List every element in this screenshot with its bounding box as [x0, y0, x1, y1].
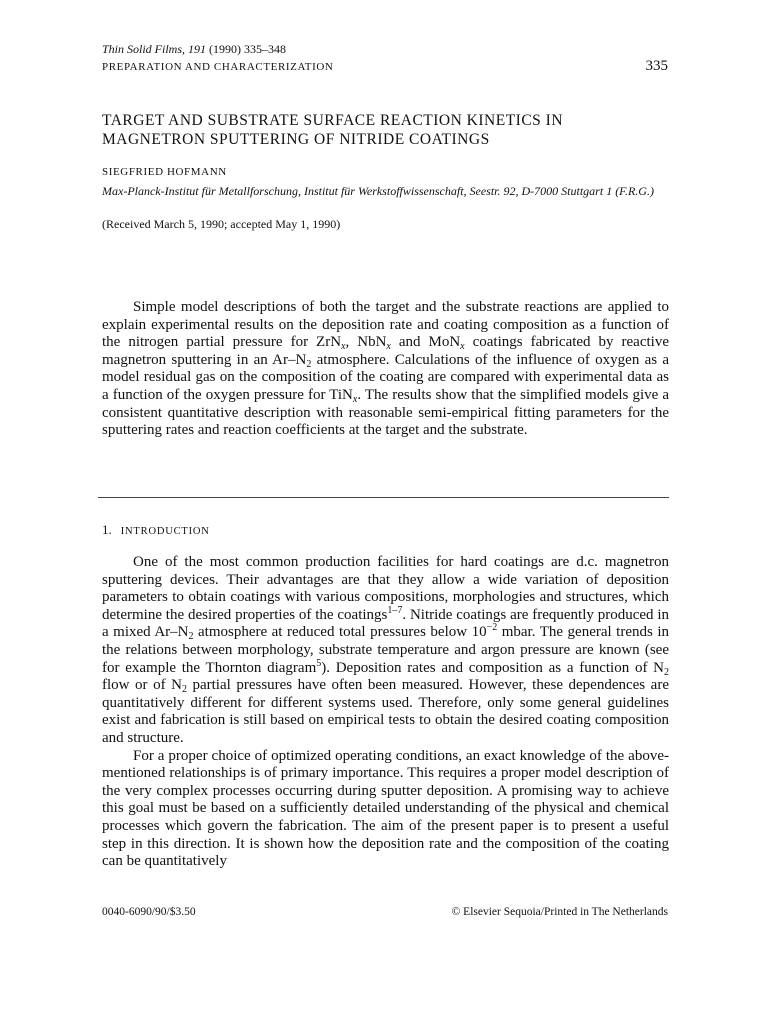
article-title [102, 111, 662, 149]
title-line-2: MAGNETRON SPUTTERING OF NITRIDE COATINGS [102, 131, 490, 148]
abstract-divider [98, 497, 669, 498]
introduction-body [102, 554, 669, 871]
section-title: INTRODUCTION [120, 526, 210, 537]
intro-paragraph-2: For a proper choice of optimized operating conditions, an exact knowledge of the above-mentioned relationships is of primary importance. This requires a proper model description of the very complex processes occurring during sputter deposition. A promising way to achieve this goal must be based on a sufficiently detailed understanding of the physical and chemical processes which govern the fabrication. The aim of the present paper is to present a useful step in this direction. It is shown how the deposition rate and the composition of the coating can be quantitatively [102, 747, 669, 870]
page-number: 335 [645, 58, 668, 74]
journal-citation [102, 42, 286, 57]
received-dates: (Received March 5, 1990; accepted May 1, 1990) [102, 217, 341, 231]
journal-name: Thin Solid Films, [102, 42, 186, 56]
section-label: PREPARATION AND CHARACTERIZATION [102, 61, 334, 73]
author-name: SIEGFRIED HOFMANN [102, 166, 227, 178]
author-affiliation: Max-Planck-Institut für Metallforschung, Institut für Werkstoffwissenschaft, Seestr. 92, D-7000 Stuttgart 1 (F.R.G.) [102, 184, 654, 198]
intro-paragraph-1: One of the most common production facilities for hard coatings are d.c. magnetron sputtering devices. Their advantages are that they allow a wide variation of deposition parameters to obtain coatings with various compositions, morphologies and structures, which determine the desired properties of the coatings$^{1-7}$. Nitride coatings are frequently produced in a mixed $Ar-N_2$ atmosphere at reduced total pressures below $10^{-2}$ mbar. The general trends in the relations between morphology, substrate temperature and argon pressure are known (see for example the Thornton diagram$^5$). Deposition rates and composition as a function of $N_2$ flow or of $N_2$ partial pressures have often been measured. However, these dependences are quantitatively different for different systems used. Therefore, only some general guidelines exist and fabrication is still based on empirical tests to obtain the desired coating composition and structure. [102, 554, 669, 746]
abstract: Simple model descriptions of both the target and the substrate reactions are applied to explain experimental results on the deposition rate and coating composition as a function of the nitrogen partial pressure for ZrN$_x$, NbN$_x$ and MoN$_x$ coatings fabricated by reactive magnetron sputtering in an $Ar-N_2$ atmosphere. Calculations of the influence of oxygen as a model residual gas on the composition of the coating are compared with experimental data as a function of the oxygen pressure for TiN$_x$. The results show that the simplified models give a consistent quantitative description with reasonable semi-empirical fitting parameters for the sputtering rates and reaction coefficients at the target and the substrate. [102, 299, 669, 439]
title-line-1: TARGET AND SUBSTRATE SURFACE REACTION KINETICS IN [102, 112, 564, 129]
section-number: 1. [102, 522, 112, 537]
journal-volume: 191 [188, 42, 207, 56]
footer-publisher: © Elsevier Sequoia/Printed in The Netherlands [451, 906, 668, 918]
journal-pages: (1990) 335–348 [209, 42, 287, 56]
footer-code: 0040-6090/90/$3.50 [102, 906, 196, 918]
section-heading [102, 522, 210, 538]
